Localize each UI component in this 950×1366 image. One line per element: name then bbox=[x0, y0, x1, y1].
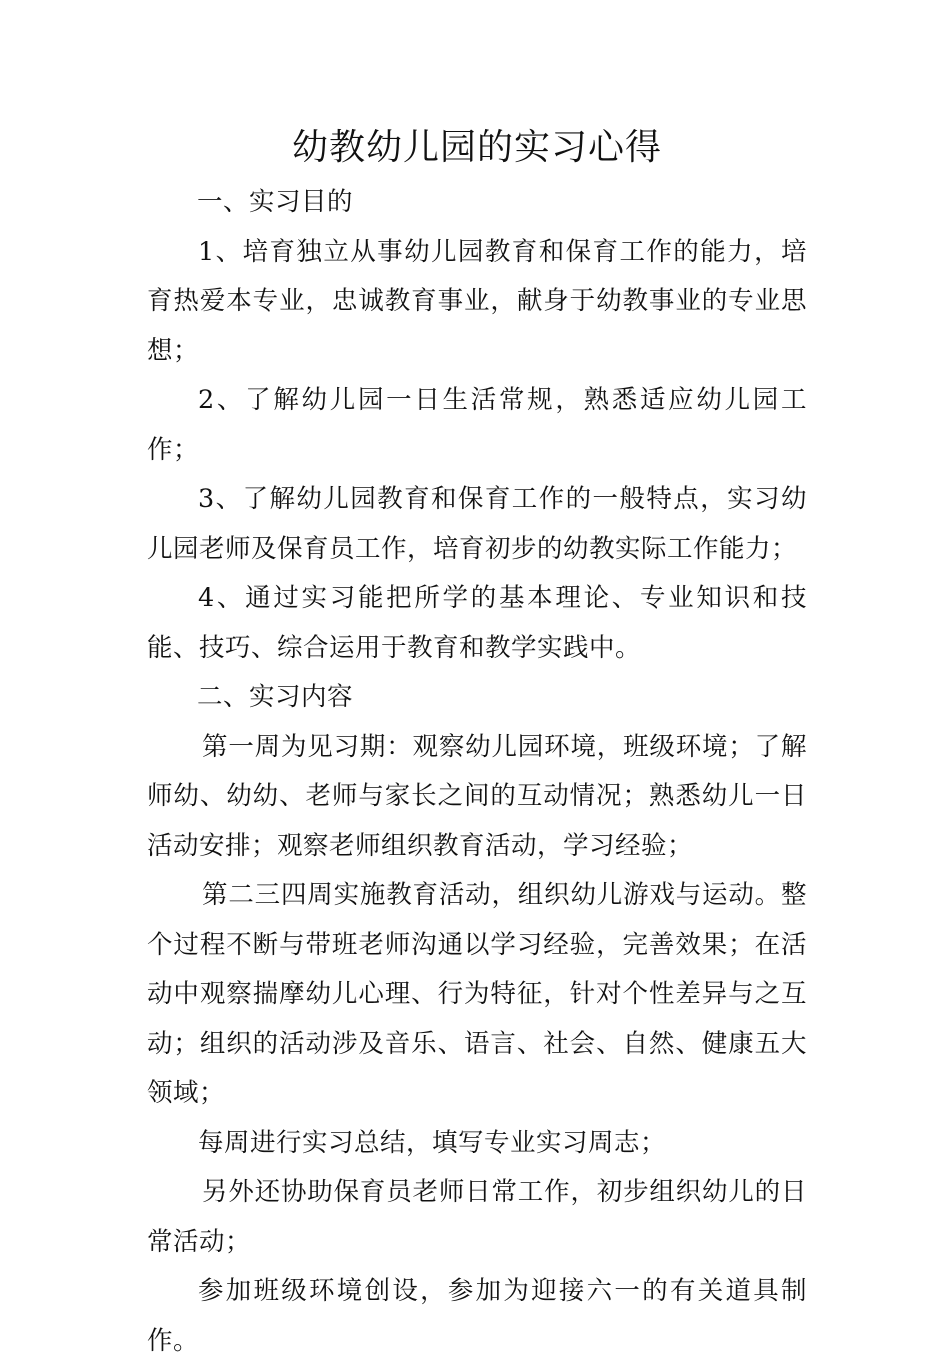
paragraph-purpose-4: 4、通过实习能把所学的基本理论、专业知识和技能、技巧、综合运用于教育和教学实践中。 bbox=[147, 583, 807, 663]
section-heading-content: 二、实习内容 bbox=[197, 682, 354, 712]
paragraph-class-environment: 参加班级环境创设，参加为迎接六一的有关道具制作。 bbox=[147, 1276, 807, 1356]
paragraph-week-one: 第一周为见习期：观察幼儿园环境，班级环境；了解师幼、幼幼、老师与家长之间的互动情况；熟悉幼儿一日活动安排；观察老师组织教育活动，学习经验； bbox=[147, 731, 807, 861]
section-heading-purpose: 一、实习目的 bbox=[197, 187, 354, 217]
paragraph-assist-caregiver: 另外还协助保育员老师日常工作，初步组织幼儿的日常活动； bbox=[147, 1177, 807, 1257]
paragraph-weekly-summary: 每周进行实习总结，填写专业实习周志； bbox=[198, 1127, 667, 1158]
document-title: 幼教幼儿园的实习心得 bbox=[291, 127, 662, 168]
paragraph-purpose-1: 1、培育独立从事幼儿园教育和保育工作的能力，培育热爱本专业，忠诚教育事业，献身于幼教事业的专业思想； bbox=[147, 236, 807, 366]
paragraph-purpose-3: 3、了解幼儿园教育和保育工作的一般特点，实习幼儿园老师及保育员工作，培育初步的幼教实际工作能力； bbox=[147, 484, 807, 564]
paragraph-purpose-2: 2、了解幼儿园一日生活常规，熟悉适应幼儿园工作； bbox=[147, 385, 807, 465]
paragraph-weeks-two-to-four: 第二三四周实施教育活动，组织幼儿游戏与运动。整个过程不断与带班老师沟通以学习经验，完善效果；在活动中观察揣摩幼儿心理、行为特征，针对个性差异与之互动；组织的活动涉及音乐、语言、社会、自然、健康五大领域； bbox=[147, 880, 807, 1108]
document-page bbox=[147, 120, 807, 1366]
